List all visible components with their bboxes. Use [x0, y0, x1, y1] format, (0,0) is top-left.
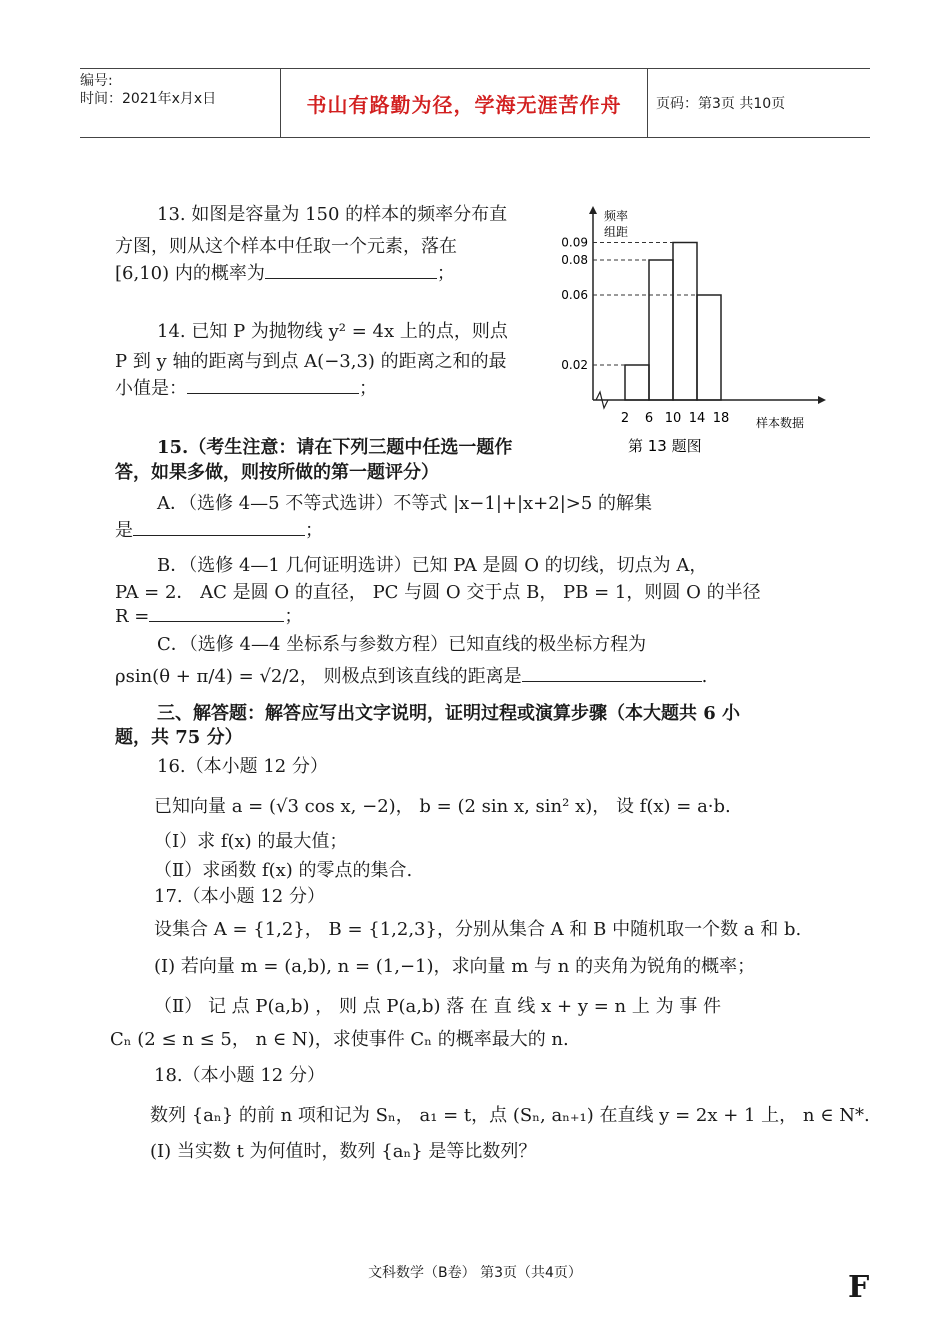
histogram-y-ticks [561, 236, 588, 373]
q14-line3-text: 小值是： [115, 378, 187, 399]
y-tick-label: 0.02 [561, 358, 588, 372]
histogram-bar [697, 295, 721, 400]
corner-mark: F [848, 1270, 870, 1305]
q16-part1: （Ⅰ）求 f(x) 的最大值； [154, 831, 348, 852]
date-label: 时间：2021年x月x日 [80, 91, 217, 107]
q17-part2-line2: Cₙ (2 ≤ n ≤ 5， n ∈ N)，求使事件 Cₙ 的概率最大的 n. [110, 1029, 569, 1050]
y-axis-arrow [589, 206, 597, 214]
y-tick-label: 0.08 [561, 253, 588, 267]
section3-line1: 三、解答题：解答应写出文字说明，证明过程或演算步骤（本大题共 6 小 [157, 703, 741, 724]
y-tick-label: 0.09 [561, 235, 588, 250]
q15-a-line2 [115, 517, 323, 543]
q13-line3-text: [6,10) 内的概率为 [115, 263, 265, 284]
x-tick-label: 2 [620, 411, 630, 426]
figure-caption: 第 13 题图 [628, 437, 702, 455]
q17-statement: 设集合 A = {1,2}， B = {1,2,3}，分别从集合 A 和 B 中随机取一个数 a 和 b. [154, 919, 802, 940]
q15-a-answer-blank[interactable] [133, 517, 305, 536]
q13-line2: 方图，则从这个样本中任取一个元素，落在 [115, 236, 457, 257]
histogram-bar [625, 365, 649, 400]
q15-c-text: ρsin(θ + π/4) = √2/2， 则极点到该直线的距离是 [115, 666, 522, 687]
q14-line3-end: ； [359, 378, 377, 399]
q15-a-line1: A．（选修 4—5 不等式选讲）不等式 |x−1|+|x+2|>5 的解集 [157, 493, 653, 514]
q16-title: 16.（本小题 12 分） [157, 756, 328, 777]
q17-part1: (Ⅰ) 若向量 m = (a,b), n = (1,−1)，求向量 m 与 n 的夹角为锐角的概率； [154, 956, 756, 977]
q14-line1: 14. 已知 P 为抛物线 y² = 4x 上的点，则点 [157, 321, 508, 342]
page-footer: 文科数学（B卷） 第3页（共4页） [368, 1265, 582, 1281]
q13-line1: 13. 如图是容量为 150 的样本的频率分布直 [157, 204, 508, 225]
q13-answer-blank[interactable] [265, 260, 437, 279]
x-tick-label: 14 [688, 411, 706, 426]
q13-line3-end: ； [436, 263, 455, 284]
q14-line3 [115, 375, 377, 401]
q15-a-end: ； [305, 520, 323, 541]
q18-title: 18.（本小题 12 分） [154, 1065, 325, 1086]
section3-line2: 题，共 75 分） [115, 727, 243, 748]
y-axis-label-bottom: 组距 [604, 225, 629, 239]
q15-a-text: 是 [115, 520, 133, 541]
histogram-bar [649, 260, 673, 400]
y-tick-label: 0.06 [561, 288, 588, 302]
histogram-figure [548, 200, 838, 460]
x-axis-label: 样本数据 [756, 416, 805, 430]
histogram-bars [625, 243, 721, 401]
q15-c-answer-blank[interactable] [522, 663, 702, 682]
x-tick-label: 6 [644, 411, 654, 426]
q14-answer-blank[interactable] [187, 375, 359, 394]
number-label: 编号: [80, 73, 113, 89]
histogram-x-ticks [621, 411, 729, 426]
q15-b-line1: B．（选修 4—1 几何证明选讲）已知 PA 是圆 O 的切线，切点为 A， [157, 555, 708, 576]
q15-c-line1: C．（选修 4—4 坐标系与参数方程）已知直线的极坐标方程为 [157, 634, 647, 655]
q16-part2: （Ⅱ）求函数 f(x) 的零点的集合. [154, 860, 413, 881]
q15-line1: 15.（考生注意：请在下列三题中任选一题作 [157, 437, 513, 458]
y-axis-label-top: 频率 [604, 209, 629, 223]
q15-b-answer-blank[interactable] [149, 603, 284, 622]
q15-b-text: R = [115, 606, 150, 627]
page-info: 页码：第3页 共10页 [656, 96, 786, 112]
q17-part2-line1: （Ⅱ） 记 点 P(a,b) ， 则 点 P(a,b) 落 在 直 线 x + y = n 上 为 事 件 [154, 996, 722, 1017]
header-left [80, 69, 281, 137]
histogram-bar [673, 243, 697, 401]
page-header [80, 68, 870, 138]
q15-line2: 答，如果多做，则按所做的第一题评分） [115, 462, 439, 483]
x-tick-label: 18 [712, 411, 730, 426]
x-axis-arrow [818, 396, 826, 404]
q15-b-line2: PA = 2． AC 是圆 O 的直径， PC 与圆 O 交于点 B， PB = 1，则圆 O 的半径 [115, 582, 761, 603]
q15-b-end: ； [284, 606, 303, 627]
q16-statement: 已知向量 a = (√3 cos x, −2)， b = (2 sin x, sin² x)， 设 f(x) = a·b. [154, 796, 731, 817]
q15-b-line3 [115, 603, 302, 629]
q15-c-end: . [701, 666, 708, 687]
q18-statement: 数列 {aₙ} 的前 n 项和记为 Sₙ， a₁ = t，点 (Sₙ, aₙ₊₁) 在直线 y = 2x + 1 上， n ∈ N*. [150, 1105, 870, 1126]
q18-part1: (Ⅰ) 当实数 t 为何值时，数列 {aₙ} 是等比数列？ [150, 1141, 537, 1162]
q13-line3 [115, 260, 455, 286]
motto: 书山有路勤为径，学海无涯苦作舟 [281, 69, 648, 137]
histogram-guides [593, 243, 697, 366]
x-tick-label: 10 [664, 411, 682, 426]
q14-line2: P 到 y 轴的距离与到点 A(−3,3) 的距离之和的最 [115, 351, 507, 372]
q17-title: 17.（本小题 12 分） [154, 886, 325, 907]
q15-c-line2 [115, 663, 707, 689]
